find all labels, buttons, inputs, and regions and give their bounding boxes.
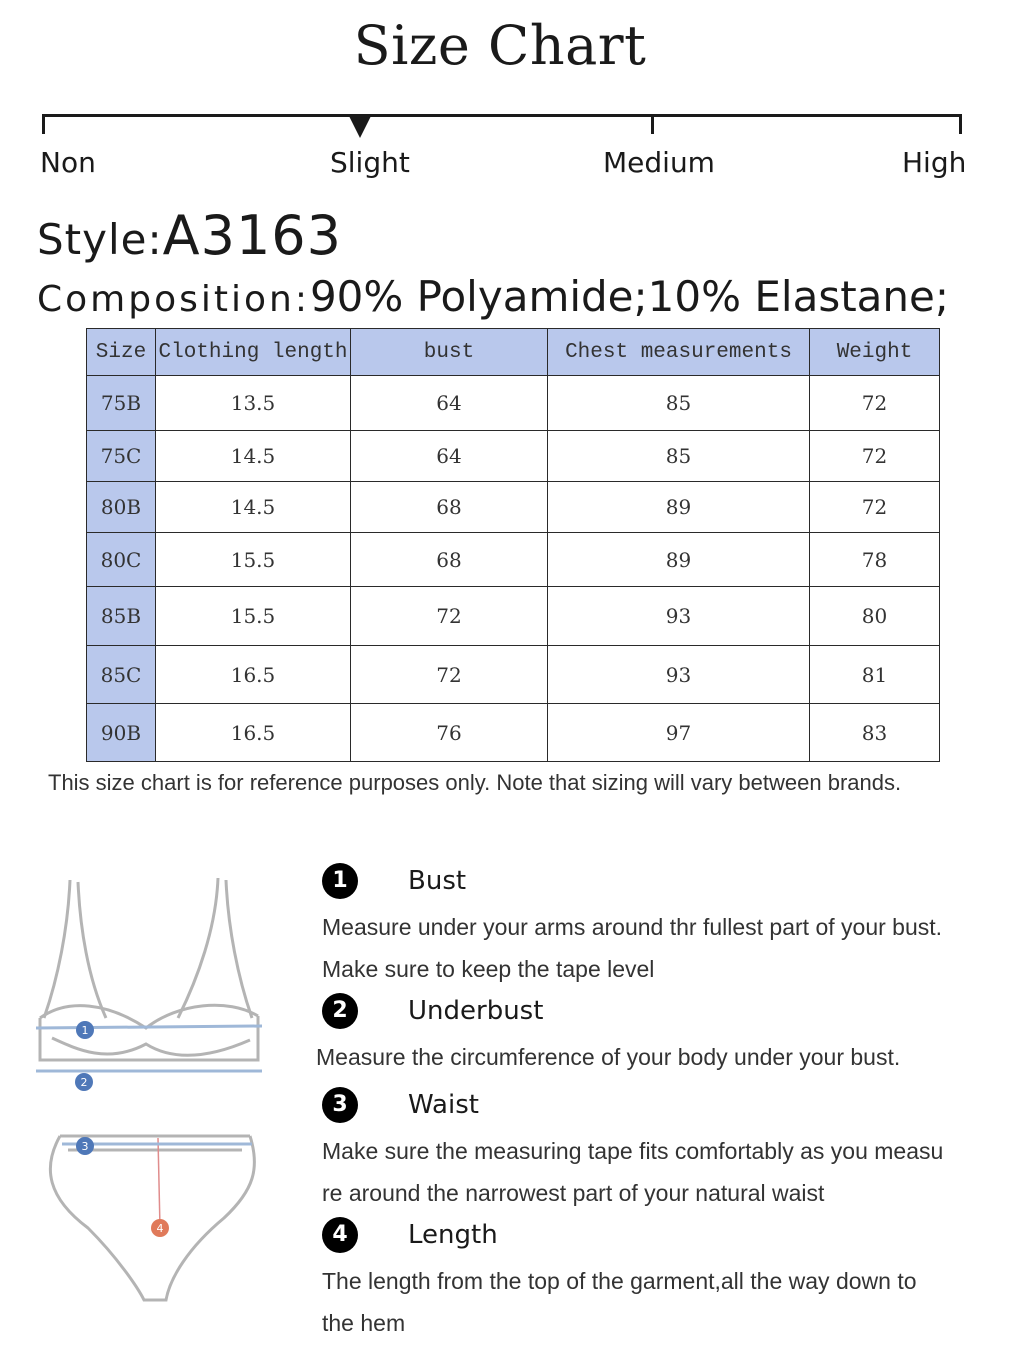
measurement-description: Measure the circumference of your body under your bust. (316, 1044, 901, 1070)
weight-cell: 72 (810, 482, 940, 533)
measurement-description: re around the narrowest part of your natural waist (322, 1180, 825, 1206)
clothing-length-cell: 16.5 (156, 704, 351, 762)
chest-cell: 89 (548, 482, 810, 533)
measurement-title: Underbust (408, 996, 544, 1026)
size-cell: 80C (87, 533, 156, 587)
scale-tick-medium (651, 114, 654, 134)
weight-cell: 83 (810, 704, 940, 762)
stretch-selected-marker-icon (349, 116, 371, 138)
weight-cell: 72 (810, 431, 940, 482)
clothing-length-cell: 13.5 (156, 376, 351, 431)
marker-1-icon (76, 1021, 94, 1039)
composition-value: 90% Polyamide;10% Elastane; (309, 272, 950, 321)
svg-text:1: 1 (81, 1024, 89, 1037)
table-row (87, 482, 940, 533)
measurement-bust (322, 864, 982, 990)
size-cell: 85B (87, 587, 156, 646)
reference-note: This size chart is for reference purposes only. Note that sizing will vary between brands. (48, 770, 902, 795)
column-header-bust: bust (351, 329, 548, 376)
stretch-label-medium: Medium (603, 146, 715, 179)
measurement-description: Make sure to keep the tape level (322, 956, 655, 982)
table-header-row (87, 329, 940, 376)
weight-cell: 72 (810, 376, 940, 431)
stretch-label-non: Non (40, 146, 96, 179)
table-row (87, 533, 940, 587)
table-row (87, 376, 940, 431)
measurement-title: Waist (408, 1090, 479, 1120)
chest-cell: 85 (548, 376, 810, 431)
style-line (37, 204, 342, 267)
composition-label: Composition: (37, 279, 310, 320)
chest-cell: 93 (548, 646, 810, 704)
bust-cell: 64 (351, 376, 548, 431)
marker-3-icon (76, 1137, 94, 1155)
number-3-icon: 3 (322, 1087, 358, 1123)
bust-cell: 76 (351, 704, 548, 762)
weight-cell: 81 (810, 646, 940, 704)
measurement-length (322, 1218, 982, 1344)
table-row (87, 587, 940, 646)
page-title: Size Chart (353, 14, 647, 77)
bust-cell: 72 (351, 646, 548, 704)
clothing-length-cell: 14.5 (156, 482, 351, 533)
measurement-waist (322, 1088, 982, 1214)
scale-tick-high (959, 114, 962, 134)
bust-cell: 68 (351, 533, 548, 587)
marker-4-icon (151, 1219, 169, 1237)
style-value: A3163 (162, 204, 343, 267)
column-header-size: Size (87, 329, 156, 376)
clothing-length-cell: 14.5 (156, 431, 351, 482)
clothing-length-cell: 16.5 (156, 646, 351, 704)
clothing-length-cell: 15.5 (156, 533, 351, 587)
bikini-bottom-icon (50, 1136, 254, 1300)
bikini-measurement-illustration (28, 868, 268, 1318)
style-label: Style: (37, 215, 163, 264)
svg-text:2: 2 (80, 1076, 88, 1089)
weight-cell: 78 (810, 533, 940, 587)
size-cell: 80B (87, 482, 156, 533)
weight-cell: 80 (810, 587, 940, 646)
measurement-description: Measure under your arms around thr fullest part of your bust. (322, 914, 943, 940)
table-row (87, 704, 940, 762)
stretch-label-slight: Slight (330, 146, 410, 179)
bust-cell: 68 (351, 482, 548, 533)
number-1-icon: 1 (322, 863, 358, 899)
svg-text:3: 3 (81, 1140, 89, 1153)
size-cell: 75C (87, 431, 156, 482)
column-header-chest: Chest measurements (548, 329, 810, 376)
chest-cell: 89 (548, 533, 810, 587)
bust-cell: 72 (351, 587, 548, 646)
column-header-weight: Weight (810, 329, 940, 376)
stretch-scale-line (42, 114, 962, 117)
marker-2-icon (75, 1073, 93, 1091)
measurement-description: The length from the top of the garment,all the way down to (322, 1268, 917, 1294)
measurement-title: Length (408, 1220, 498, 1250)
number-4-icon: 4 (322, 1217, 358, 1253)
measurement-description: Make sure the measuring tape fits comfortably as you measu (322, 1138, 944, 1164)
chest-cell: 85 (548, 431, 810, 482)
column-header-clothing-length: Clothing length (156, 329, 351, 376)
table-row (87, 646, 940, 704)
chest-cell: 93 (548, 587, 810, 646)
size-cell: 75B (87, 376, 156, 431)
measurement-title: Bust (408, 866, 467, 896)
number-2-icon: 2 (322, 993, 358, 1029)
size-cell: 90B (87, 704, 156, 762)
bust-cell: 64 (351, 431, 548, 482)
composition-line (37, 272, 949, 321)
size-cell: 85C (87, 646, 156, 704)
chest-cell: 97 (548, 704, 810, 762)
scale-tick-non (42, 114, 45, 134)
svg-text:4: 4 (156, 1222, 164, 1235)
clothing-length-cell: 15.5 (156, 587, 351, 646)
stretch-label-high: High (902, 146, 967, 179)
measurement-underbust (316, 994, 976, 1078)
size-table (86, 328, 940, 762)
table-row (87, 431, 940, 482)
bikini-top-icon (40, 878, 258, 1060)
measurement-description: the hem (322, 1310, 406, 1336)
